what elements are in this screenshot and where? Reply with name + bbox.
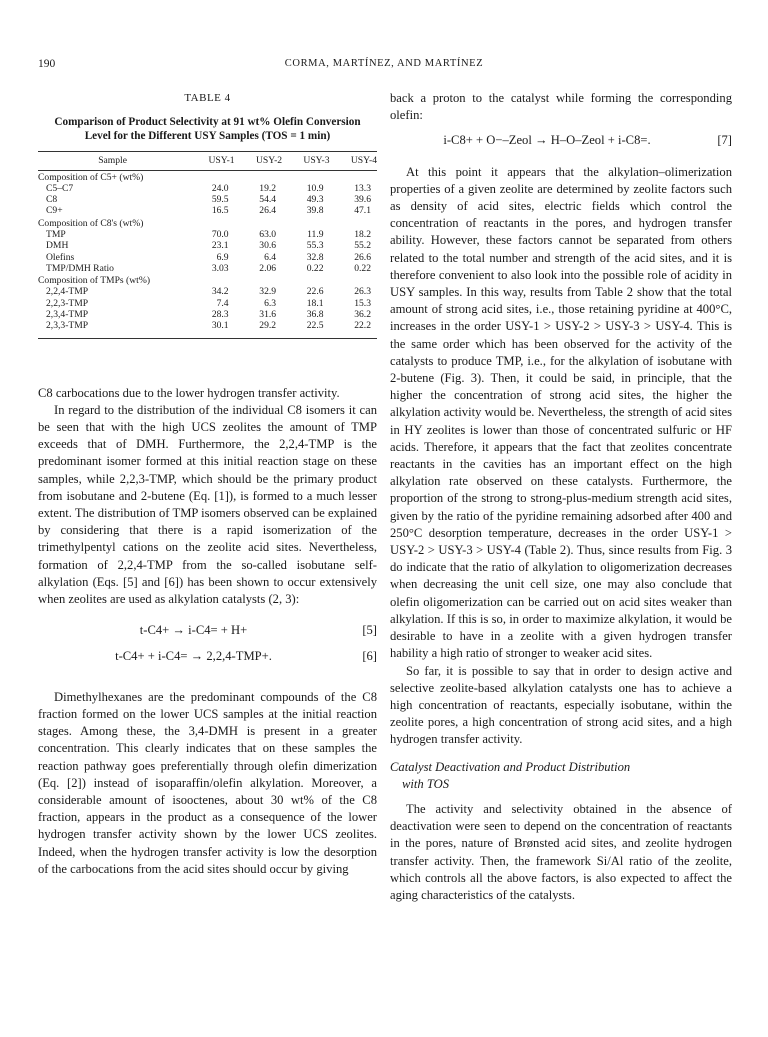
- table-row: [38, 320, 377, 331]
- row-label: Composition of C5+ (wt%): [38, 171, 144, 183]
- table-cell: 28.3: [211, 309, 229, 321]
- row-label: 2,3,4-TMP: [46, 309, 89, 321]
- table-cell: 2.06: [259, 262, 277, 274]
- table-cell: 0.22: [306, 262, 324, 274]
- running-head: [38, 58, 730, 74]
- table-cell: 36.2: [354, 309, 371, 321]
- column-header: USY-4: [330, 152, 377, 170]
- table-cell: 30.6: [259, 240, 277, 252]
- table-cell: 29.2: [259, 320, 277, 332]
- table-cell: 49.3: [306, 194, 324, 206]
- table-cell: 10.9: [306, 182, 324, 194]
- table-cell: 63.0: [259, 228, 277, 240]
- table-cell: 31.6: [259, 309, 277, 321]
- paragraph: The activity and selectivity obtained in the absence of deactivation were seen to depend on the concentration of reactants in the pores, nature of Brønsted acid sites, and zeolite hydrogen transfer activity. Then, the framework Si/Al ratio of the zeolite, which controls all the above factors, is also expected to affect the aging characteristics of the catalysts.: [390, 801, 732, 902]
- equation: [38, 648, 377, 665]
- row-label: C9+: [46, 205, 63, 217]
- table-cell: 59.5: [211, 194, 229, 206]
- row-label: TMP: [46, 228, 66, 240]
- running-title: CORMA, MARTÍNEZ, AND MARTÍNEZ: [284, 58, 484, 69]
- row-label: 2,2,3-TMP: [46, 297, 89, 309]
- table-cell: 11.9: [307, 228, 324, 240]
- table-cell: 26.6: [354, 251, 371, 263]
- table-cell: 24.0: [211, 182, 229, 194]
- row-label: TMP/DMH Ratio: [46, 262, 114, 274]
- table-cell: 16.5: [211, 205, 229, 217]
- table-cell: 34.2: [211, 286, 229, 298]
- table-row: [38, 263, 377, 274]
- row-label: Composition of TMPs (wt%): [38, 275, 151, 287]
- equation: [38, 622, 377, 639]
- table-row: [38, 240, 377, 251]
- equation-number: [7]: [717, 133, 732, 148]
- table-cell: 15.3: [354, 297, 371, 309]
- row-label: 2,3,3-TMP: [46, 320, 89, 332]
- row-label: 2,2,4-TMP: [46, 286, 89, 298]
- table-row: [38, 194, 377, 205]
- equation-formula: t-C4+ → i-C4= + H+: [139, 623, 248, 638]
- table-row: [38, 286, 377, 297]
- table-cell: 26.4: [259, 205, 277, 217]
- column-header: USY-2: [235, 152, 282, 170]
- table-section-row: [38, 217, 377, 229]
- table-header-row: [38, 152, 377, 170]
- paragraph: At this point it appears that the alkylation–olimerization properties of a given zeolite are determined by zeolite factors such as density of acid sites, electric fields which control the concentration of reactants in the pores, and hydrogen transfer ability. However, these factors cannot be separated from others related to the total number and strength of the acid sites, and it is therefore convenient to also look into the possible role of acidity in USY samples. In this way, results from Table 2 show that the total amount of strong acid sites, i.e., those retaining pyridine at 400°C, increases in the order USY-1 > USY-2 > USY-3 > USY-4. This is the same order which has been observed for the activity of the catalysts to produce TMP, i.e., for the alkylation of isobutane with 2-butene (Fig. 3). Then, it could be said, in principle, that the higher the concentration of strong acid sites, the higher the alkylation activity would be. Nevertheless, the strength of acid sites in HY zeolites is lower than those of concentrated sulfuric or HF acids. Therefore, it appears that the fact that zeolites concentrate reactants in the cavities has an important effect on the high alkylation rate observed on these catalysts. Furthermore, the proportion of the strong to strong-plus-medium strength acid sites, given by the ratio of the pyridine remaining adsorbed after 400 and 250°C desorption temperature, decreases in the order USY-1 > USY-2 > USY-3 > USY-4 (Table 2). Thus, since results from Fig. 3 do indicate that the ratio of alkylation to oligomerization decreases when decreasing the unit cell size, one may also conclude that olefin oligomerization can be carried out on acid sites weaker than alkylation. If this is so, in order to maximize alkylation, it would be desirable to have in a zeolite with a given hydrogen transfer hability a high ratio of stronger to weaker acid sites.: [390, 164, 732, 661]
- paragraph: back a proton to the catalyst while forming the corresponding olefin:: [390, 91, 732, 123]
- table-caption-line: Level for the Different USY Samples (TOS = 1 min): [84, 130, 331, 143]
- table-cell: 39.8: [306, 205, 324, 217]
- table-cell: 6.4: [264, 251, 277, 263]
- table-cell: 36.8: [306, 309, 324, 321]
- table-cell: 23.1: [211, 240, 229, 252]
- table-row: [38, 309, 377, 320]
- row-label: C5–C7: [46, 182, 74, 194]
- paragraph: In regard to the distribution of the individual C8 isomers it can be seen that with the high UCS zeolites the amount of TMP exceeds that of DMH. Furthermore, the 2,2,4-TMP is the predominant isomer formed at this initial reaction stage on these samples, while 2,2,3-TMP, which should be the primary product from isobutane and 2-butene (Eq. [1]), is formed to a much lesser extent. The distribution of TMP isomers observed can be explained by considering that there is a rapid isomerization of the trimethylpentyl cations on the zeolite acid sites. Nevertheless, formation of 2,2,4-TMP from the so-called isobutane self-alkylation (Eqs. [5] and [6]) has been shown to occur extensively when zeolites are used as alkylation catalysts (2, 3):: [38, 402, 377, 607]
- selectivity-table: [38, 151, 377, 338]
- row-label: Olefins: [46, 251, 75, 263]
- equation-number: [5]: [362, 623, 377, 638]
- table-cell: 22.2: [354, 320, 371, 332]
- table-section-row: [38, 170, 377, 183]
- right-column: [390, 90, 732, 904]
- table-cell: 6.9: [216, 251, 229, 263]
- table-cell: 22.6: [306, 286, 324, 298]
- table-caption: [38, 115, 377, 143]
- equation: [390, 132, 732, 149]
- table-cell: 0.22: [354, 262, 371, 274]
- table-row: [38, 252, 377, 263]
- table-cell: 22.5: [306, 320, 324, 332]
- row-label: Composition of C8's (wt%): [38, 217, 144, 229]
- table-cell: 70.0: [211, 228, 229, 240]
- table-cell: 18.1: [306, 297, 324, 309]
- table-cell: 54.4: [259, 194, 277, 206]
- paragraph: C8 carbocations due to the lower hydrogen transfer activity.: [38, 385, 340, 400]
- paragraph: Dimethylhexanes are the predominant compounds of the C8 fraction formed on the lower UCS samples at the initial reaction stages. Among these, the 3,4-DMH is present in a greater concentration. This clearly indicates that on these samples the reaction pathway goes preferentially through olefin dimerization (Eq. [2]) instead of isoparaffin/olefin alkylation. Moreover, a considerable amount of isooctenes, about 30 wt% of the C8 fraction, appears in the product as a consequence of the lower hydrogen transfer activity shown by the lower UCS zeolites. Indeed, when the hydrogen transfer activity is low the desorption of the carbocations from the acid sites should occur by giving: [38, 689, 377, 876]
- table-cell: 19.2: [259, 182, 277, 194]
- table-body: [38, 170, 377, 332]
- section-heading: [390, 759, 732, 793]
- table-cell: 32.8: [306, 251, 324, 263]
- row-label: C8: [46, 194, 58, 206]
- equation-number: [6]: [362, 648, 377, 663]
- table-cell: 55.3: [306, 240, 324, 252]
- table-cell: 3.03: [211, 262, 229, 274]
- table-cell: 26.3: [354, 286, 371, 298]
- row-label: DMH: [46, 240, 69, 252]
- page-number: 190: [38, 58, 56, 70]
- table-cell: 18.2: [354, 228, 371, 240]
- section-heading-line: Catalyst Deactivation and Product Distribution: [390, 759, 631, 774]
- table-cell: 47.1: [354, 205, 371, 217]
- section-heading-line: with TOS: [402, 776, 450, 791]
- table-row: [38, 229, 377, 240]
- table-row: [38, 183, 377, 194]
- column-header: USY-3: [282, 152, 329, 170]
- table-cell: 39.6: [354, 194, 371, 206]
- table-cell: 32.9: [259, 286, 277, 298]
- table-cell: 6.3: [264, 297, 277, 309]
- table-cell: 7.4: [216, 297, 229, 309]
- column-header: Sample: [38, 152, 187, 170]
- table-section-row: [38, 274, 377, 286]
- equation-formula: t-C4+ + i-C4= → 2,2,4-TMP+.: [115, 648, 272, 663]
- left-column: [38, 90, 377, 878]
- table-row: [38, 298, 377, 309]
- table-cell: 30.1: [211, 320, 229, 332]
- table-cell: 55.2: [354, 240, 371, 252]
- table-number: TABLE 4: [184, 92, 231, 104]
- table-caption-line: Comparison of Product Selectivity at 91 wt% Olefin Conversion: [54, 116, 361, 129]
- table-row: [38, 205, 377, 216]
- paragraph: So far, it is possible to say that in order to design active and selective zeolite-based alkylation catalysts one has to achieve a high concentration of reactants, especially isobutane, within the zeolite pores, a high concentration of strong acid sites, and a high hydrogen transfer activity.: [390, 663, 732, 747]
- equation-formula: i-C8+ + O−–Zeol → H–O–Zeol + i-C8=.: [443, 133, 651, 148]
- column-header: USY-1: [187, 152, 234, 170]
- table-cell: 13.3: [354, 182, 371, 194]
